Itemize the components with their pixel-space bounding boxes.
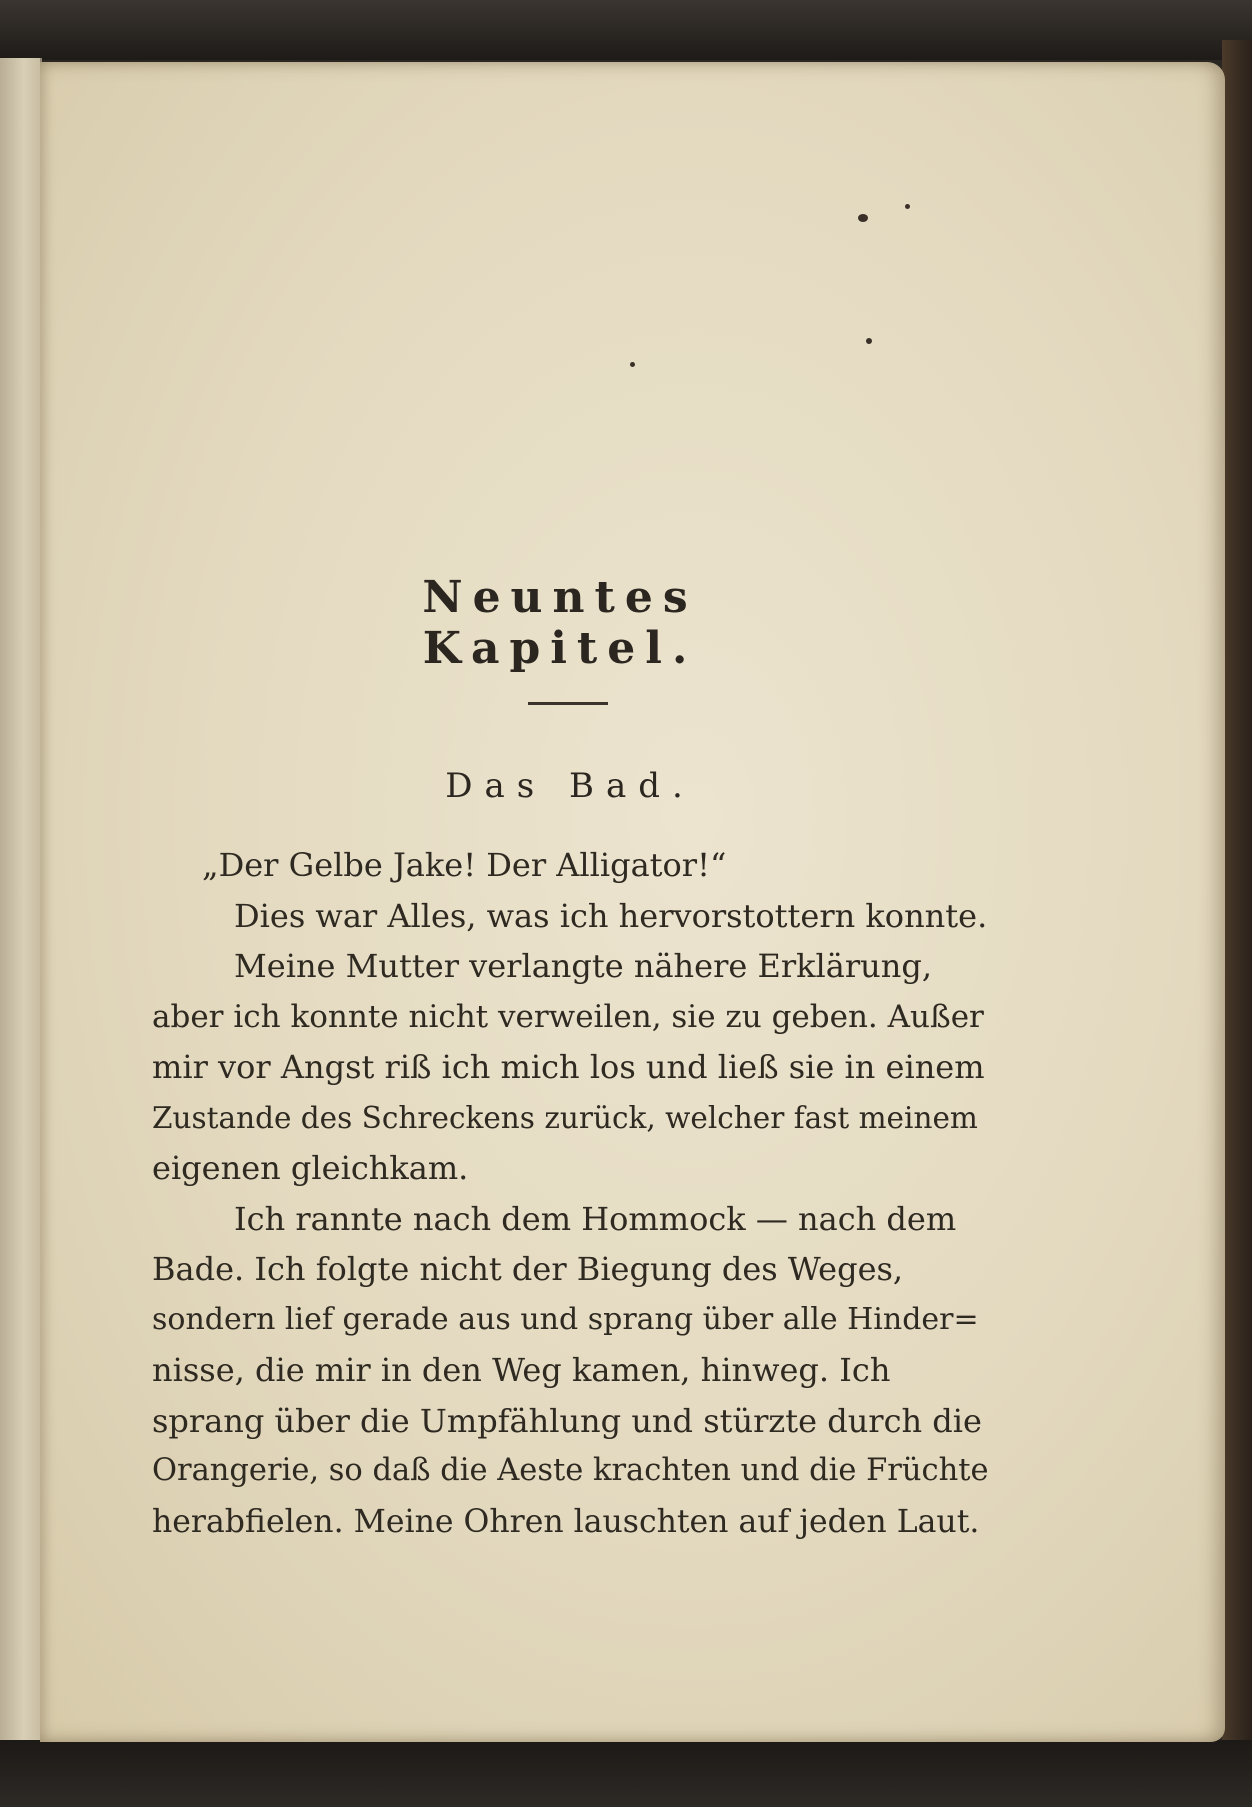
text-line: sondern lief gerade aus und sprang über alle Hinder=: [152, 1301, 979, 1337]
title-divider: [528, 702, 608, 705]
paper-stain: [905, 204, 910, 209]
text-line: Meine Mutter verlangte nähere Erklärung,: [234, 947, 933, 985]
text-line: Orangerie, so daß die Aeste krachten und die Früchte: [152, 1453, 989, 1488]
paper-stain: [858, 214, 868, 222]
text-line: Zustande des Schreckens zurück, welcher fast meinem: [152, 1100, 978, 1135]
text-line: mir vor Angst riß ich mich los und ließ sie in einem: [152, 1048, 985, 1086]
book-spine-right: [1222, 40, 1252, 1760]
text-line: herabfielen. Meine Ohren lauschten auf jeden Laut.: [152, 1503, 980, 1540]
book-cover-top: [0, 0, 1252, 60]
paper-stain: [866, 338, 872, 344]
text-line: eigenen gleichkam.: [152, 1149, 469, 1187]
text-line: „Der Gelbe Jake! Der Alligator!“: [202, 846, 727, 884]
text-line: nisse, die mir in den Weg kamen, hinweg. Ich: [152, 1351, 891, 1389]
text-line: aber ich konnte nicht verweilen, sie zu geben. Außer: [152, 998, 984, 1035]
section-title: Das Bad.: [445, 766, 695, 806]
text-line: Ich rannte nach dem Hommock — nach dem: [234, 1199, 957, 1238]
paper-stain: [630, 362, 635, 367]
body-text: [152, 840, 990, 1547]
text-line: sprang über die Umpfählung und stürzte durch die: [152, 1401, 982, 1440]
left-page-edge: [0, 58, 42, 1748]
text-line: Bade. Ich folgte nicht der Biegung des Weges,: [152, 1250, 904, 1288]
text-line: Dies war Alles, was ich hervorstottern konnte.: [234, 896, 988, 935]
chapter-title: Neuntes Kapitel.: [422, 572, 698, 674]
book-cover-bottom: [0, 1740, 1252, 1807]
